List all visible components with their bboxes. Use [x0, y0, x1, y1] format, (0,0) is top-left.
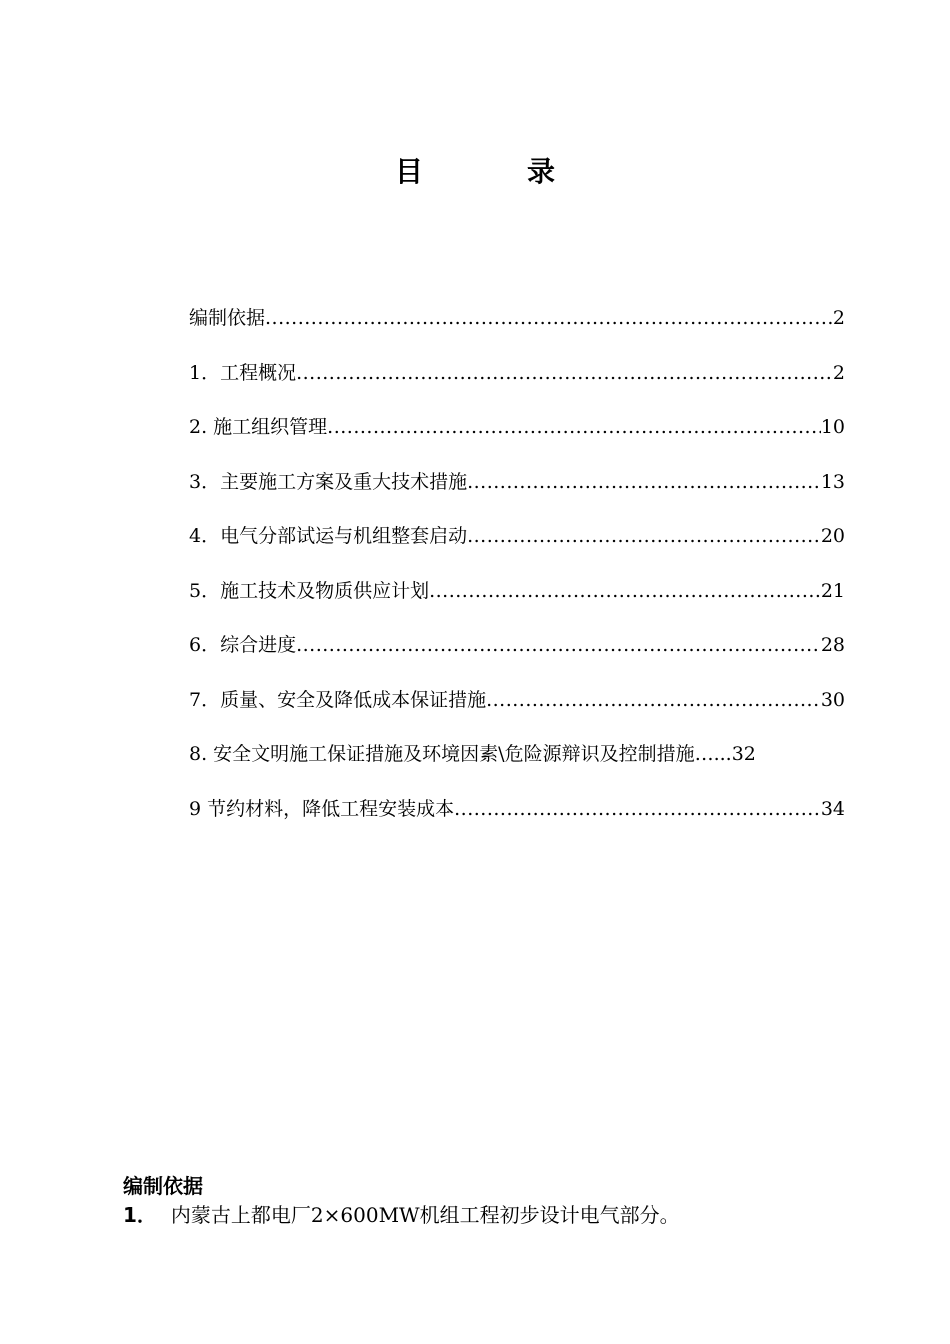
toc-entry-label: 9 节约材料，降低工程安装成本: [189, 797, 455, 820]
toc-entry-page: 20: [820, 525, 845, 547]
toc-entry-page: 13: [820, 470, 845, 493]
toc-entry-page: 21: [820, 579, 845, 602]
toc-entry-label: 7．质量、安全及降低成本保证措施: [189, 688, 487, 711]
toc-entry-page: 34: [820, 797, 845, 820]
title-char-2: 录: [527, 155, 556, 188]
dot-leader: [296, 627, 821, 663]
toc-entry-label: 6．综合进度: [189, 634, 297, 656]
toc-entry[interactable]: [189, 791, 845, 846]
toc-entry-label: 4．电气分部试运与机组整套启动: [189, 525, 468, 547]
title-char-1: 目: [394, 155, 423, 188]
toc-entry-label: 3．主要施工方案及重大技术措施: [189, 470, 468, 493]
toc-entry-label: 编制依据: [189, 307, 266, 329]
toc-entry[interactable]: [189, 300, 845, 355]
toc-entry-label: 8. 安全文明施工保证措施及环境因素\危险源辩识及控制措施…: [189, 743, 714, 765]
toc-entry-label: 5．施工技术及物质供应计划: [189, 579, 430, 602]
toc-entry[interactable]: [189, 573, 845, 628]
dot-leader: [486, 682, 821, 718]
toc-entry-page: ...32: [713, 743, 756, 765]
toc-entry-label: 1．工程概况: [189, 361, 297, 384]
dot-leader: [327, 409, 821, 445]
toc-entry-page: 10: [820, 416, 845, 438]
dot-leader: [454, 791, 821, 827]
toc-entry[interactable]: [189, 518, 845, 573]
dot-leader: [265, 300, 833, 336]
toc-entry[interactable]: [189, 409, 845, 464]
list-item-number: 1．: [123, 1203, 157, 1227]
list-item: [123, 1199, 680, 1228]
table-of-contents: [189, 300, 845, 845]
toc-entry[interactable]: [189, 464, 845, 519]
toc-entry-page: 30: [820, 688, 845, 711]
page-title: [0, 150, 950, 190]
list-item-text: 内蒙古上都电厂2×600MW机组工程初步设计电气部分。: [170, 1203, 680, 1227]
toc-entry-page: 2: [832, 307, 845, 329]
toc-entry-page: 28: [820, 634, 845, 656]
dot-leader: [467, 518, 821, 554]
dot-leader: [467, 464, 821, 500]
toc-entry[interactable]: [189, 682, 845, 737]
dot-leader: [296, 355, 833, 391]
toc-entry[interactable]: [189, 627, 845, 682]
toc-entry[interactable]: [189, 736, 845, 791]
section-heading: 编制依据: [123, 1174, 203, 1198]
toc-entry-page: 2: [832, 361, 845, 384]
dot-leader: [429, 573, 821, 609]
toc-entry-label: 2. 施工组织管理: [189, 416, 328, 438]
toc-entry[interactable]: [189, 355, 845, 410]
